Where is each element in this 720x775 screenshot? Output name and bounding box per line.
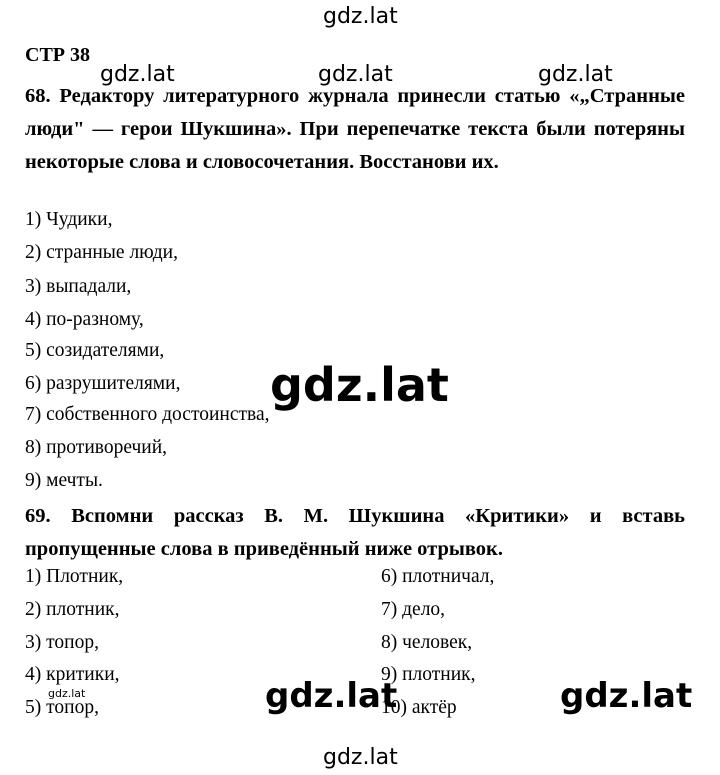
task-68-item: 5) созидателями,: [25, 340, 165, 361]
task-68-item: 9) мечты.: [25, 470, 103, 491]
task-69-item: 6) плотничал,: [381, 566, 495, 587]
task-69-item: 4) критики,: [25, 664, 120, 685]
watermark-top: gdz.lat: [323, 4, 398, 29]
page-label: СТР 38: [25, 44, 90, 66]
watermark-tiny: gdz.lat: [48, 687, 86, 700]
watermark-bottom-center: gdz.lat: [265, 676, 398, 716]
task-68-item: 2) странные люди,: [25, 242, 178, 263]
task-68-item: 8) противоречий,: [25, 437, 168, 458]
task-68-item: 7) собственного достоинства,: [25, 404, 270, 425]
task-69-text: 69. Вспомни рассказ В. М. Шукшина «Критики» и вставь пропущенные слова в приведённый ниже отрывок.: [25, 505, 685, 560]
watermark-bottom: gdz.lat: [323, 745, 398, 770]
watermark-bottom-right: gdz.lat: [560, 676, 693, 716]
task-69-item: 5) топор,: [25, 697, 99, 718]
task-69-item: 3) топор,: [25, 632, 99, 653]
task-68-text: 68. Редактору литературного журнала принесли статью «„Странные люди" — герои Шукшина». При перепечатке текста были потеряны некоторые слова и словосочетания. Восстанови их.: [25, 85, 685, 173]
task-69-item: 9) плотник,: [381, 664, 476, 685]
task-68-item: 1) Чудики,: [25, 209, 113, 230]
watermark-center: gdz.lat: [318, 62, 393, 87]
task-68-item: 4) по-разному,: [25, 309, 144, 330]
watermark-large: gdz.lat: [270, 358, 449, 412]
task-68-item: 6) разрушителями,: [25, 373, 181, 394]
task-69-item: 10) актёр: [381, 697, 457, 718]
task-69-item: 8) человек,: [381, 632, 473, 653]
task-69-item: 7) дело,: [381, 599, 446, 620]
task-69-item: 1) Плотник,: [25, 566, 124, 587]
watermark-right: gdz.lat: [538, 62, 613, 87]
watermark-left: gdz.lat: [100, 62, 175, 87]
task-69-item: 2) плотник,: [25, 599, 120, 620]
task-68-item: 3) выпадали,: [25, 276, 132, 297]
